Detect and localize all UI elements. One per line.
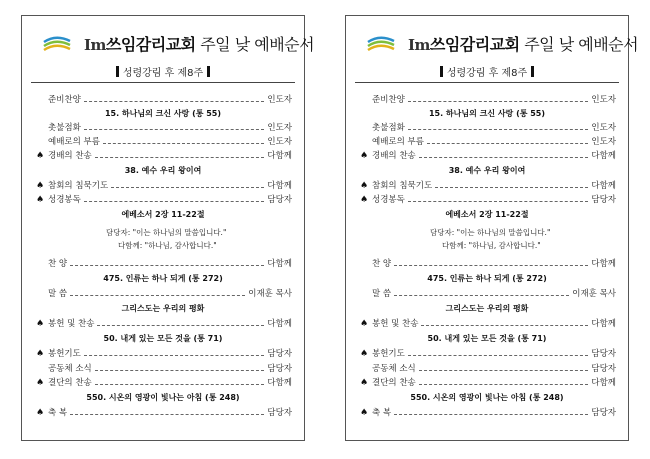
hymn-or-reading-title: 에베소서 2장 11-22절	[445, 210, 529, 219]
service-item-name: 촛불점화	[372, 123, 405, 133]
church-title	[408, 32, 638, 55]
service-title: 주일 낮 예배순서	[519, 35, 639, 54]
dotted-leader	[435, 187, 588, 188]
service-item-row	[360, 94, 616, 107]
service-item-row	[36, 122, 292, 135]
service-item-name: 성경봉독	[48, 195, 81, 205]
service-item-leader: 인도자	[267, 137, 292, 147]
service-item-row	[360, 194, 616, 207]
hymn-or-reading-title: 15. 하나님의 크신 사랑 (통 55)	[428, 109, 546, 118]
service-item-name: 예배로의 부름	[372, 137, 424, 147]
spade-icon: ♠	[360, 349, 369, 359]
service-item-row	[360, 363, 616, 376]
header-divider	[355, 82, 619, 83]
subtitle-text: 성령강림 후 제8주	[446, 68, 528, 79]
hymn-or-reading-title: 50. 내게 있는 모든 것을 (통 71)	[103, 334, 223, 343]
service-item-row	[36, 348, 292, 361]
service-item-name: 성경봉독	[372, 195, 405, 205]
service-item-row	[360, 136, 616, 149]
subtitle-mark-right	[531, 66, 534, 77]
dotted-leader	[84, 129, 265, 130]
dotted-leader	[427, 143, 588, 144]
service-item-row	[36, 407, 292, 420]
service-item-row	[36, 288, 292, 301]
service-item-row	[36, 180, 292, 193]
service-item-name: 준비찬양	[372, 95, 405, 105]
service-item-name: 참회의 침묵기도	[48, 181, 109, 191]
service-item-leader: 담당자	[267, 364, 292, 374]
service-item-row	[36, 194, 292, 207]
hymn-or-reading-title: 15. 하나님의 크신 사랑 (통 55)	[104, 109, 222, 118]
service-item-row	[36, 150, 292, 163]
hymn-or-reading-title: 그리스도는 우리의 평화	[445, 304, 529, 313]
church-name: 쓰임감리교회	[105, 35, 196, 54]
service-item-name: 참회의 침묵기도	[372, 181, 433, 191]
bulletin-panel-left	[21, 15, 315, 441]
service-item-name: 봉헌 및 찬송	[372, 319, 419, 329]
service-item-name: 공동체 소식	[48, 364, 92, 374]
subtitle-mark-left	[440, 66, 443, 77]
hymn-or-reading-title: 그리스도는 우리의 평화	[121, 304, 205, 313]
spade-icon: ♠	[36, 181, 45, 191]
service-item-leader: 담당자	[591, 349, 616, 359]
dotted-leader	[421, 325, 588, 326]
service-item-row	[360, 407, 616, 420]
service-item-name: 봉헌기도	[372, 349, 405, 359]
service-item-name: 말 씀	[48, 289, 68, 299]
service-item-name: 찬 양	[48, 259, 68, 269]
service-item-row	[360, 288, 616, 301]
service-item-leader: 다함께	[267, 151, 292, 161]
dotted-leader	[70, 414, 264, 415]
service-item-name: 경배의 찬송	[372, 151, 416, 161]
service-item-row	[36, 318, 292, 331]
service-title: 주일 낮 예배순서	[195, 35, 315, 54]
service-item-row	[36, 136, 292, 149]
service-item-leader: 담당자	[267, 349, 292, 359]
service-item-row	[36, 258, 292, 271]
service-item-leader: 다함께	[267, 378, 292, 388]
dotted-leader	[95, 157, 265, 158]
spade-icon: ♠	[360, 181, 369, 191]
service-item-leader: 담당자	[591, 195, 616, 205]
response-congregation-line: 다함께: "하나님, 감사합니다."	[442, 241, 541, 250]
service-item-leader: 다함께	[267, 181, 292, 191]
service-item-name: 축 복	[372, 408, 392, 418]
subtitle-text: 성령강림 후 제8주	[122, 68, 204, 79]
service-item-leader: 다함께	[591, 151, 616, 161]
header-divider	[31, 82, 295, 83]
dotted-leader	[84, 201, 265, 202]
service-item-leader: 인도자	[267, 95, 292, 105]
spade-icon: ♠	[36, 408, 45, 418]
service-item-name: 봉헌 및 찬송	[48, 319, 95, 329]
dotted-leader	[408, 201, 589, 202]
hymn-or-reading-title: 475. 인류는 하나 되게 (통 272)	[427, 274, 547, 283]
spade-icon: ♠	[360, 195, 369, 205]
service-item-name: 찬 양	[372, 259, 392, 269]
church-logo-icon	[42, 33, 90, 55]
dotted-leader	[70, 295, 245, 296]
spade-icon: ♠	[36, 349, 45, 359]
service-item-row	[36, 377, 292, 390]
bulletin-panel-right	[345, 15, 639, 441]
service-item-leader: 담당자	[591, 408, 616, 418]
season-subtitle	[22, 64, 304, 79]
service-item-leader: 다함께	[591, 181, 616, 191]
dotted-leader	[408, 129, 589, 130]
service-item-name: 공동체 소식	[372, 364, 416, 374]
dotted-leader	[111, 187, 264, 188]
service-item-leader: 인도자	[591, 137, 616, 147]
dotted-leader	[394, 414, 588, 415]
hymn-or-reading-title: 475. 인류는 하나 되게 (통 272)	[103, 274, 223, 283]
hymn-or-reading-title: 38. 예수 우리 왕이여	[124, 166, 202, 175]
service-item-row	[360, 180, 616, 193]
service-item-leader: 담당자	[591, 364, 616, 374]
dotted-leader	[394, 295, 569, 296]
spade-icon: ♠	[360, 319, 369, 329]
service-item-leader: 다함께	[267, 259, 292, 269]
spade-icon: ♠	[36, 195, 45, 205]
hymn-or-reading-title: 550. 시온의 영광이 빛나는 아침 (통 248)	[410, 393, 564, 402]
church-name: 쓰임감리교회	[429, 35, 520, 54]
service-item-name: 결단의 찬송	[48, 378, 92, 388]
dotted-leader	[97, 325, 264, 326]
service-item-row	[360, 377, 616, 390]
dotted-leader	[408, 355, 589, 356]
hymn-or-reading-title: 38. 예수 우리 왕이여	[448, 166, 526, 175]
service-item-row	[360, 258, 616, 271]
service-item-leader: 이재훈 목사	[572, 289, 616, 299]
dotted-leader	[419, 157, 589, 158]
response-congregation-line: 다함께: "하나님, 감사합니다."	[118, 241, 217, 250]
service-item-leader: 인도자	[267, 123, 292, 133]
service-item-row	[36, 94, 292, 107]
church-title	[84, 32, 314, 55]
service-item-row	[36, 363, 292, 376]
service-item-leader: 다함께	[591, 259, 616, 269]
dotted-leader	[394, 265, 588, 266]
logo-prefix: Im	[408, 36, 430, 54]
subtitle-mark-left	[116, 66, 119, 77]
hymn-or-reading-title: 50. 내게 있는 모든 것을 (통 71)	[427, 334, 547, 343]
spade-icon: ♠	[36, 378, 45, 388]
dotted-leader	[84, 101, 265, 102]
response-leader-line: 담당자: "이는 하나님의 말씀입니다."	[106, 228, 227, 237]
service-item-leader: 이재훈 목사	[248, 289, 292, 299]
spade-icon: ♠	[360, 378, 369, 388]
hymn-or-reading-title: 550. 시온의 영광이 빛나는 아침 (통 248)	[86, 393, 240, 402]
service-item-name: 촛불점화	[48, 123, 81, 133]
dotted-leader	[419, 370, 589, 371]
service-item-name: 준비찬양	[48, 95, 81, 105]
spade-icon: ♠	[36, 319, 45, 329]
service-item-leader: 다함께	[591, 319, 616, 329]
service-item-name: 말 씀	[372, 289, 392, 299]
logo-prefix: Im	[84, 36, 106, 54]
service-item-row	[360, 348, 616, 361]
dotted-leader	[408, 101, 589, 102]
dotted-leader	[84, 355, 265, 356]
service-item-name: 축 복	[48, 408, 68, 418]
service-item-name: 경배의 찬송	[48, 151, 92, 161]
service-item-leader: 담당자	[267, 408, 292, 418]
service-item-name: 봉헌기도	[48, 349, 81, 359]
spade-icon: ♠	[360, 151, 369, 161]
dotted-leader	[95, 384, 265, 385]
church-logo-icon	[366, 33, 414, 55]
dotted-leader	[70, 265, 264, 266]
subtitle-mark-right	[207, 66, 210, 77]
spade-icon: ♠	[360, 408, 369, 418]
service-item-name: 결단의 찬송	[372, 378, 416, 388]
service-item-row	[360, 122, 616, 135]
service-item-row	[360, 150, 616, 163]
dotted-leader	[103, 143, 264, 144]
season-subtitle	[346, 64, 628, 79]
service-item-leader: 다함께	[591, 378, 616, 388]
service-item-leader: 인도자	[591, 123, 616, 133]
hymn-or-reading-title: 에베소서 2장 11-22절	[121, 210, 205, 219]
service-item-leader: 담당자	[267, 195, 292, 205]
dotted-leader	[95, 370, 265, 371]
service-item-leader: 다함께	[267, 319, 292, 329]
bulletin-header	[22, 29, 315, 55]
response-leader-line: 담당자: "이는 하나님의 말씀입니다."	[430, 228, 551, 237]
bulletin-header	[346, 29, 639, 55]
spade-icon: ♠	[36, 151, 45, 161]
dotted-leader	[419, 384, 589, 385]
service-item-name: 예배로의 부름	[48, 137, 100, 147]
service-item-row	[360, 318, 616, 331]
service-item-leader: 인도자	[591, 95, 616, 105]
